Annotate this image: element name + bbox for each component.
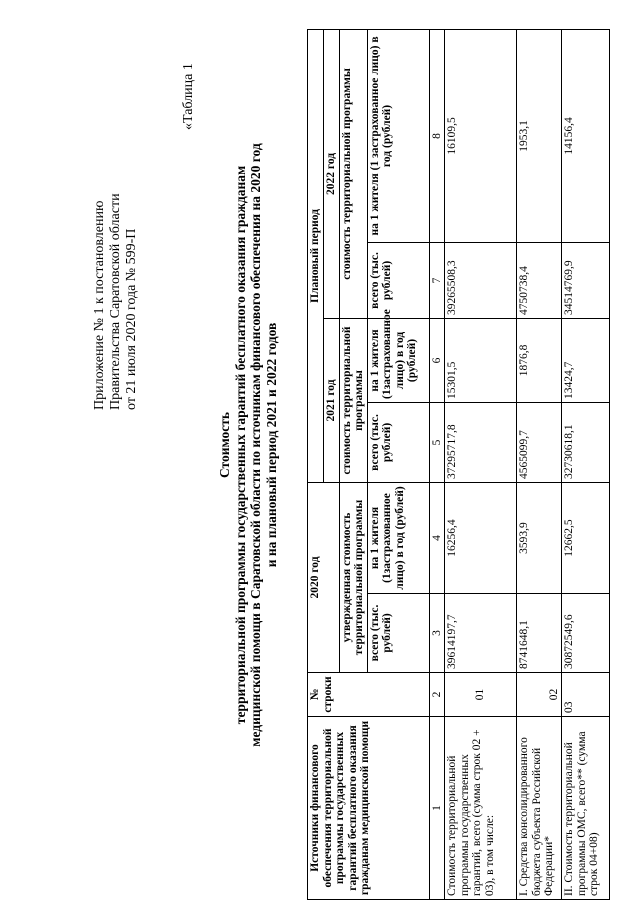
cell-2020-total: 30872549,6 (562, 594, 610, 673)
approval-line: от 21 июля 2020 года № 599-П (124, 228, 139, 410)
title-line: медицинской помощи в Саратовской области по источникам финансового обеспечения на 2020 год (248, 143, 263, 747)
table-label: «Таблица 1 (181, 63, 196, 130)
column-number: 6 (429, 318, 445, 402)
cell-2022-total: 4750738,4 (517, 242, 562, 318)
cell-2020-total: 39614197,7 (445, 594, 517, 673)
cell-2020-per-resident: 12662,5 (562, 482, 610, 593)
header-per-resident-2021: на 1 жителя (1застрахованное лицо) в год (рублей) (367, 318, 429, 402)
row-source-name: Стоимость территориальной программы государственных гарантий, всего (сумма строк 02 + 03), в том числе: (445, 717, 517, 900)
cell-2022-per-resident: 1953,1 (517, 29, 562, 242)
cell-2021-total: 4565099,7 (517, 402, 562, 482)
cell-2022-total: 34514769,9 (562, 242, 610, 318)
header-year-2021: 2021 год (324, 318, 340, 482)
header-planned-period: Плановый период (308, 29, 324, 482)
document-title (217, 135, 279, 755)
column-number: 7 (429, 242, 445, 318)
cell-2022-per-resident: 16109,5 (445, 29, 517, 242)
header-total-2020: всего (тыс. рублей) (367, 594, 429, 673)
row-source-name: I. Средства консолидированного бюджета субъекта Российской Федерации* (517, 717, 562, 900)
cell-2020-total: 8741648,1 (517, 594, 562, 673)
header-per-resident-2020: на 1 жителя (1застрахованное лицо) в год (рублей) (367, 482, 429, 593)
title-line: территориальной программы государственных гарантий бесплатного оказания гражданам (232, 165, 248, 725)
header-total-2021: всего (тыс. рублей) (367, 402, 429, 482)
row-code: 03 (562, 673, 610, 717)
cell-2020-per-resident: 16256,4 (445, 482, 517, 593)
row-source-name: II. Стоимость территориальной программы ОМС, всего** (сумма строк 04+08) (562, 717, 610, 900)
approval-line: Приложение № 1 к постановлению (92, 200, 107, 410)
table-row (562, 29, 610, 899)
header-year-2022: 2022 год (324, 29, 340, 318)
table-row (445, 29, 517, 899)
row-code: 02 (517, 673, 562, 717)
header-row-number: № строки (308, 673, 430, 717)
cell-2021-per-resident: 1876,8 (517, 318, 562, 402)
approval-line: Правительства Саратовской области (108, 193, 123, 410)
cost-table (307, 29, 610, 900)
column-number: 5 (429, 402, 445, 482)
header-year-2020: 2020 год (308, 482, 340, 672)
header-sources: Источники финансового обеспечения территориальной программы государственных гарантий бесплатного оказания гражданам медицинской помощи (308, 717, 430, 900)
cell-2021-total: 32730618,1 (562, 402, 610, 482)
cell-2021-total: 37295717,8 (445, 402, 517, 482)
row-code: 01 (445, 673, 517, 717)
column-number: 2 (429, 673, 445, 717)
header-total-2022: всего (тыс. рублей) (367, 242, 429, 318)
header-program-cost-2021: стоимость территориальной программы (339, 318, 367, 482)
cell-2022-total: 39265508,3 (445, 242, 517, 318)
table-row (517, 29, 562, 899)
cell-2021-per-resident: 13424,7 (562, 318, 610, 402)
cell-2020-per-resident: 3593,9 (517, 482, 562, 593)
header-approved-cost: утвержденная стоимость территориальной программы (339, 482, 367, 672)
cell-2021-per-resident: 15301,5 (445, 318, 517, 402)
column-number: 1 (429, 717, 445, 900)
header-program-cost-2022: стоимость территориальной программы (339, 29, 367, 318)
column-number: 4 (429, 482, 445, 593)
approval-block (92, 50, 140, 410)
title-line: Стоимость (217, 411, 232, 479)
cell-2022-per-resident: 14156,4 (562, 29, 610, 242)
column-number: 3 (429, 594, 445, 673)
column-number: 8 (429, 29, 445, 242)
header-per-resident-2022: на 1 жителя (1 застрахованное лицо) в год (рублей) (367, 29, 429, 242)
title-line: и на плановый период 2021 и 2022 годов (263, 322, 279, 568)
